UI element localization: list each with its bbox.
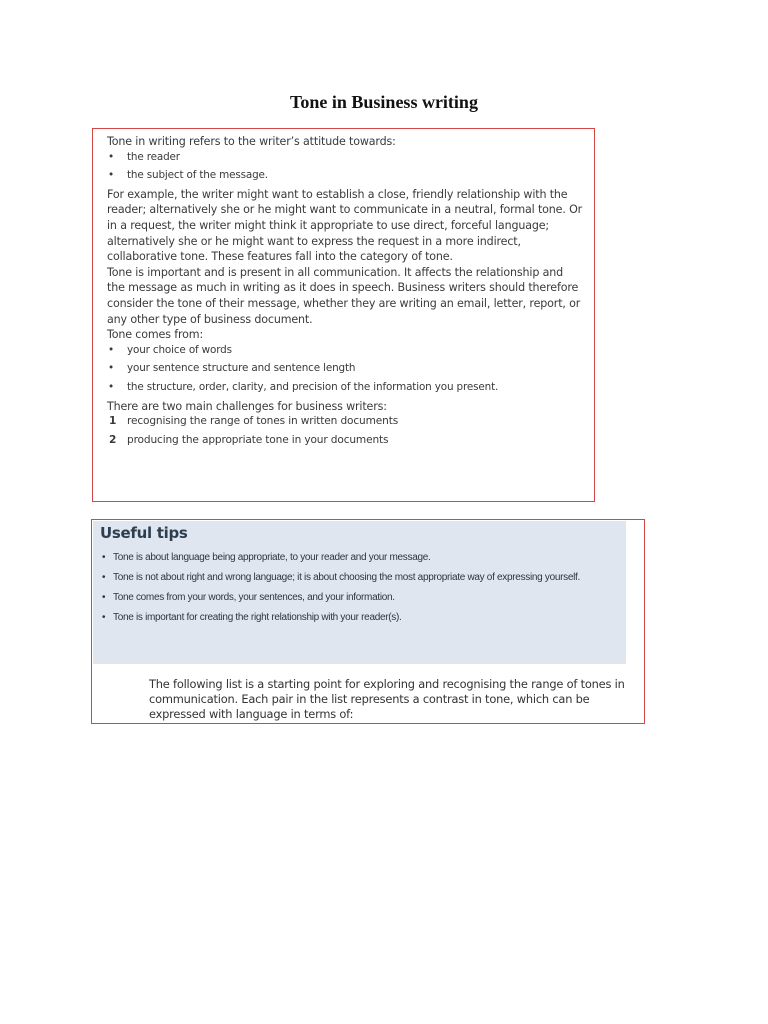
- list-item: 2 producing the appropriate tone in your documents: [107, 433, 584, 449]
- tips-list: [101, 552, 621, 632]
- challenges-list: [107, 414, 584, 448]
- comes-from-list: [107, 343, 584, 396]
- useful-tips-box: [91, 519, 645, 724]
- follow-paragraph: The following list is a starting point for exploring and recognising the range of tones in communication. Each pair in the list represents a contrast in tone, which can be expressed with language in terms of:: [149, 677, 625, 721]
- list-item: 1 recognising the range of tones in written documents: [107, 414, 584, 430]
- intro-text: Tone in writing refers to the writer’s attitude towards:: [107, 135, 396, 148]
- page-title: Tone in Business writing: [290, 92, 478, 112]
- intro-bullet-list: [107, 150, 584, 184]
- bullet-icon: •: [108, 362, 114, 375]
- bullet-icon: •: [102, 612, 106, 623]
- list-item: • Tone comes from your words, your sentences, and your information.: [102, 592, 395, 603]
- bullet-icon: •: [108, 380, 114, 393]
- bullet-icon: •: [108, 169, 114, 182]
- item-number: 2: [109, 433, 117, 446]
- list-item: • Tone is about language being appropriate, to your reader and your message.: [102, 552, 431, 563]
- tips-panel: [93, 521, 626, 664]
- list-item: • your sentence structure and sentence length: [107, 361, 584, 377]
- tips-heading: Useful tips: [100, 524, 188, 542]
- comes-from-heading: Tone comes from:: [107, 328, 204, 342]
- importance-paragraph: Tone is important and is present in all communication. It affects the relationship and the message as much in writing as it does in speech. Business writers should therefore consider the tone of their message, whether they are writing an email, letter, report, or any other type of business document.: [107, 265, 581, 326]
- list-item: • your choice of words: [107, 343, 584, 359]
- bullet-icon: •: [102, 592, 106, 603]
- list-item: • Tone is important for creating the right relationship with your reader(s).: [102, 612, 402, 623]
- bullet-icon: •: [108, 343, 114, 356]
- list-item: • the structure, order, clarity, and precision of the information you present.: [107, 380, 584, 396]
- tone-definition-box: [92, 128, 595, 502]
- list-item: • the subject of the message.: [107, 168, 584, 184]
- bullet-icon: •: [102, 552, 106, 563]
- bullet-icon: •: [102, 572, 106, 583]
- list-item: • the reader: [107, 150, 584, 166]
- item-number: 1: [109, 415, 117, 428]
- example-paragraph: For example, the writer might want to establish a close, friendly relationship with the reader; alternatively she or he might want to communicate in a neutral, formal tone. Or in a request, the writer might think it appropriate to use direct, forceful language; alternatively she or he might want to express the request in a more indirect, collaborative tone. These features fall into the category of tone.: [107, 187, 583, 264]
- bullet-icon: •: [108, 150, 114, 163]
- challenges-heading: There are two main challenges for business writers:: [107, 399, 387, 413]
- list-item: • Tone is not about right and wrong language; it is about choosing the most appropriate way of expressing yourself.: [102, 572, 580, 583]
